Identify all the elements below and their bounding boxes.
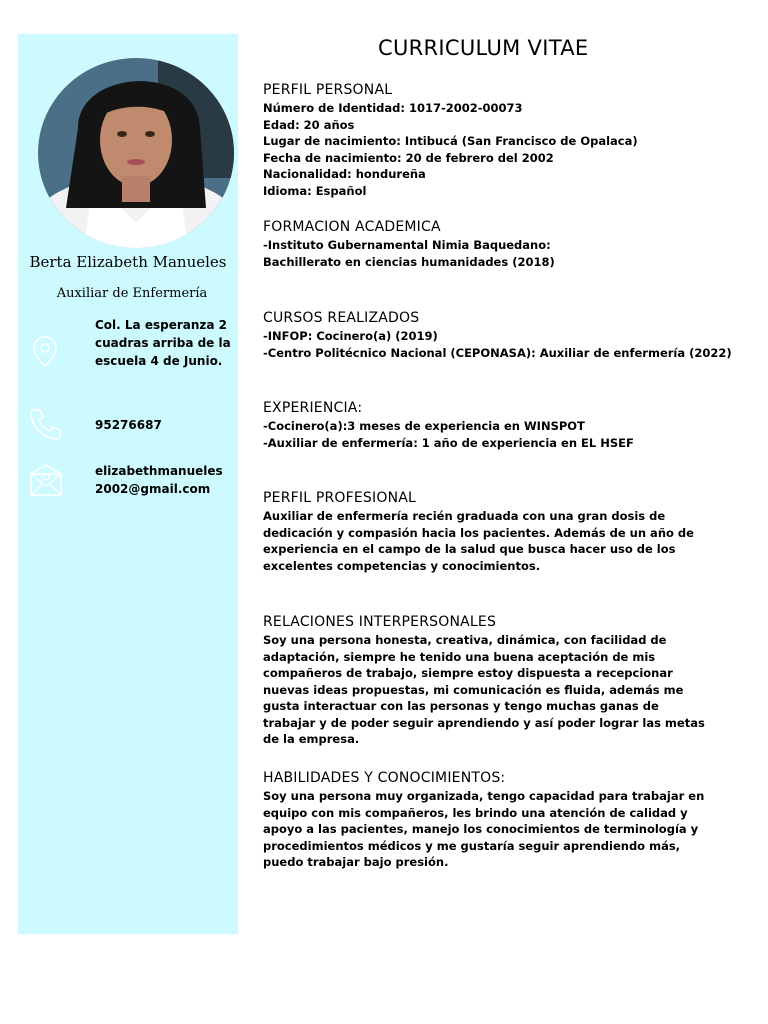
section-paragraph: Soy una persona muy organizada, tengo capacidad para trabajar en equipo con mis compañeros, les brindo una atención de calidad y apoyo a las pacientes, manejo los conocimientos de terminología y procedimientos médicos y me gustaría seguir aprendiendo más, puedo trabajar bajo presión. xyxy=(263,789,705,869)
phone-text: 95276687 xyxy=(95,418,162,432)
section-paragraph: Soy una persona honesta, creativa, dinámica, con facilidad de adaptación, siempre he tenido una buena aceptación de mis compañeros de trabajo, siempre estoy dispuesta a recepcionar nuevas ideas propuestas, mi comunicación es fluida, además me gusta interactuar con las personas y tengo muchas ganas de trabajar y de poder seguir aprendiendo y así poder lograr las metas de la empresa. xyxy=(263,633,705,746)
section-heading: HABILIDADES Y CONOCIMIENTOS: xyxy=(263,770,506,786)
location-pin-icon xyxy=(28,334,62,374)
experience-item: -Auxiliar de enfermería: 1 año de experiencia en EL HSEF xyxy=(263,435,634,450)
section-cursos xyxy=(263,310,733,361)
email-icon xyxy=(28,462,64,502)
section-heading: CURSOS REALIZADOS xyxy=(263,310,420,326)
document-title: CURRICULUM VITAE xyxy=(378,36,589,60)
section-heading: FORMACION ACADEMICA xyxy=(263,219,441,235)
phone-icon xyxy=(28,406,64,446)
section-heading: EXPERIENCIA: xyxy=(263,400,363,416)
section-perfil-personal xyxy=(263,82,733,199)
language: Idioma: Español xyxy=(263,183,367,198)
section-experiencia xyxy=(263,400,733,451)
degree: Bachillerato en ciencias humanidades (2018) xyxy=(263,254,555,269)
candidate-role: Auxiliar de Enfermería xyxy=(56,286,208,301)
experience-item: -Cocinero(a):3 meses de experiencia en WINSPOT xyxy=(263,419,585,433)
section-paragraph: Auxiliar de enfermería recién graduada con una gran dosis de dedicación y compasión hacia los pacientes. Además de un año de experiencia en el campo de la salud que busca hacer uso de los excelentes competencias y conocimientos. xyxy=(263,509,694,573)
section-heading: PERFIL PERSONAL xyxy=(263,82,393,98)
section-heading: PERFIL PROFESIONAL xyxy=(263,490,417,506)
section-formacion xyxy=(263,219,733,270)
id-number: Número de Identidad: 1017-2002-00073 xyxy=(263,101,523,115)
section-perfil-profesional xyxy=(263,490,733,574)
nationality: Nacionalidad: hondureña xyxy=(263,167,426,181)
course-item: -Centro Politécnico Nacional (CEPONASA): Auxiliar de enfermería (2022) xyxy=(263,345,732,360)
address-text: Col. La esperanza 2 cuadras arriba de la escuela 4 de Junio. xyxy=(95,318,231,368)
sidebar xyxy=(18,34,238,934)
profile-photo xyxy=(38,58,234,248)
course-item: -INFOP: Cocinero(a) (2019) xyxy=(263,329,438,343)
candidate-name: Berta Elizabeth Manueles xyxy=(29,253,227,271)
school: -Instituto Gubernamental Nimia Baquedano: xyxy=(263,238,551,252)
birthdate: Fecha de nacimiento: 20 de febrero del 2002 xyxy=(263,150,554,165)
section-heading: RELACIONES INTERPERSONALES xyxy=(263,614,497,630)
birthplace: Lugar de nacimiento: Intibucá (San Francisco de Opalaca) xyxy=(263,134,638,148)
email-text: elizabethmanueles2002@gmail.com xyxy=(95,464,223,496)
section-relaciones xyxy=(263,614,733,748)
age: Edad: 20 años xyxy=(263,117,355,132)
section-habilidades xyxy=(263,770,733,871)
